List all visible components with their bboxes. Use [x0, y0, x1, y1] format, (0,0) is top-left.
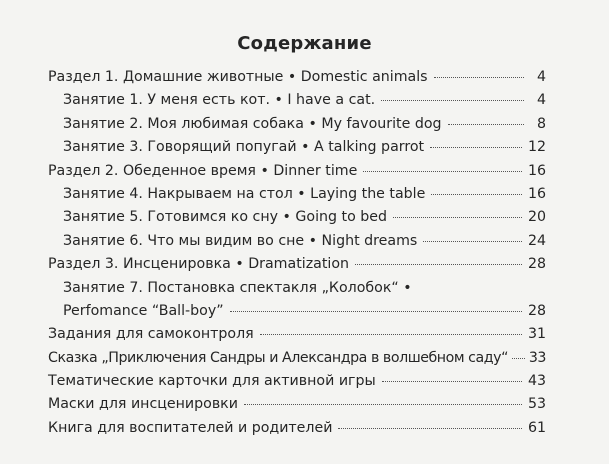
toc-entry-label: Занятие 7. Постановка спектакля „Колобок“ •	[63, 279, 412, 296]
toc-entry[interactable]	[48, 69, 546, 92]
dot-leader	[431, 194, 522, 195]
table-of-contents	[48, 69, 546, 443]
toc-entry-page: 61	[527, 419, 546, 436]
dot-leader	[430, 147, 522, 148]
toc-entry[interactable]	[48, 139, 546, 162]
toc-entry-page: 16	[527, 185, 546, 202]
dot-leader	[382, 381, 522, 382]
dot-leader	[230, 311, 522, 312]
toc-entry-page: 43	[527, 373, 546, 390]
toc-entry-label: Маски для инсценировки	[48, 396, 238, 413]
dot-leader	[244, 404, 522, 405]
dot-leader	[355, 264, 522, 265]
toc-entry-label: Сказка „Приключения Сандры и Александра в волшебном саду“	[48, 349, 508, 366]
toc-entry-label: Занятие 1. У меня есть кот. • I have a cat.	[63, 92, 376, 109]
page-title: Содержание	[237, 33, 372, 54]
toc-entry-label: Занятие 3. Говорящий попугай • A talking parrot	[63, 139, 425, 156]
toc-entry-page: 16	[527, 162, 546, 179]
toc-entry[interactable]	[48, 116, 546, 139]
dot-leader	[448, 124, 524, 125]
toc-entry-page: 24	[527, 232, 546, 249]
toc-entry-label: Раздел 1. Домашние животные • Domestic animals	[48, 69, 428, 85]
toc-entry-label: Задания для самоконтроля	[48, 326, 254, 343]
toc-entry-page: 20	[527, 209, 546, 226]
dot-leader	[393, 217, 522, 218]
toc-entry[interactable]	[48, 186, 546, 209]
toc-entry[interactable]	[48, 303, 546, 326]
dot-leader	[381, 100, 524, 101]
toc-entry-label: Книга для воспитателей и родителей	[48, 419, 333, 436]
toc-entry-label: Занятие 4. Накрываем на стол • Laying the table	[63, 185, 426, 202]
toc-entry-page: 4	[536, 92, 546, 109]
toc-entry[interactable]	[48, 420, 546, 443]
toc-entry-label: Занятие 6. Что мы видим во сне • Night dreams	[63, 232, 418, 249]
toc-entry-page: 28	[527, 302, 546, 319]
toc-entry-page: 12	[527, 139, 546, 156]
toc-entry-page: 8	[536, 115, 546, 132]
toc-entry-page: 31	[527, 326, 546, 343]
toc-entry-label: Занятие 5. Готовимся ко сну • Going to bed	[63, 209, 388, 226]
toc-entry[interactable]	[48, 280, 546, 303]
toc-entry-label: Perfomance “Ball-boy”	[63, 302, 224, 319]
toc-entry[interactable]	[48, 256, 546, 279]
toc-entry-label: Раздел 2. Обеденное время • Dinner time	[48, 162, 358, 179]
toc-entry-label: Раздел 3. Инсценировка • Dramatization	[48, 256, 350, 273]
toc-entry-page: 33	[528, 349, 546, 366]
toc-entry-label: Занятие 2. Моя любимая собака • My favourite dog	[63, 115, 442, 132]
toc-entry[interactable]	[48, 92, 546, 115]
dot-leader	[512, 358, 525, 359]
toc-entry[interactable]	[48, 326, 546, 349]
toc-entry[interactable]	[48, 163, 546, 186]
toc-entry-label: Тематические карточки для активной игры	[48, 373, 376, 390]
toc-entry-page: 28	[527, 256, 546, 273]
toc-entry-page: 53	[527, 396, 546, 413]
toc-entry[interactable]	[48, 396, 546, 419]
dot-leader	[423, 241, 522, 242]
dot-leader	[434, 77, 524, 78]
dot-leader	[363, 171, 522, 172]
dot-leader	[260, 334, 522, 335]
dot-leader	[338, 428, 522, 429]
toc-entry[interactable]	[48, 233, 546, 256]
toc-entry[interactable]	[48, 209, 546, 232]
toc-entry-page: 4	[536, 69, 546, 85]
toc-entry[interactable]	[48, 350, 546, 373]
toc-entry[interactable]	[48, 373, 546, 396]
